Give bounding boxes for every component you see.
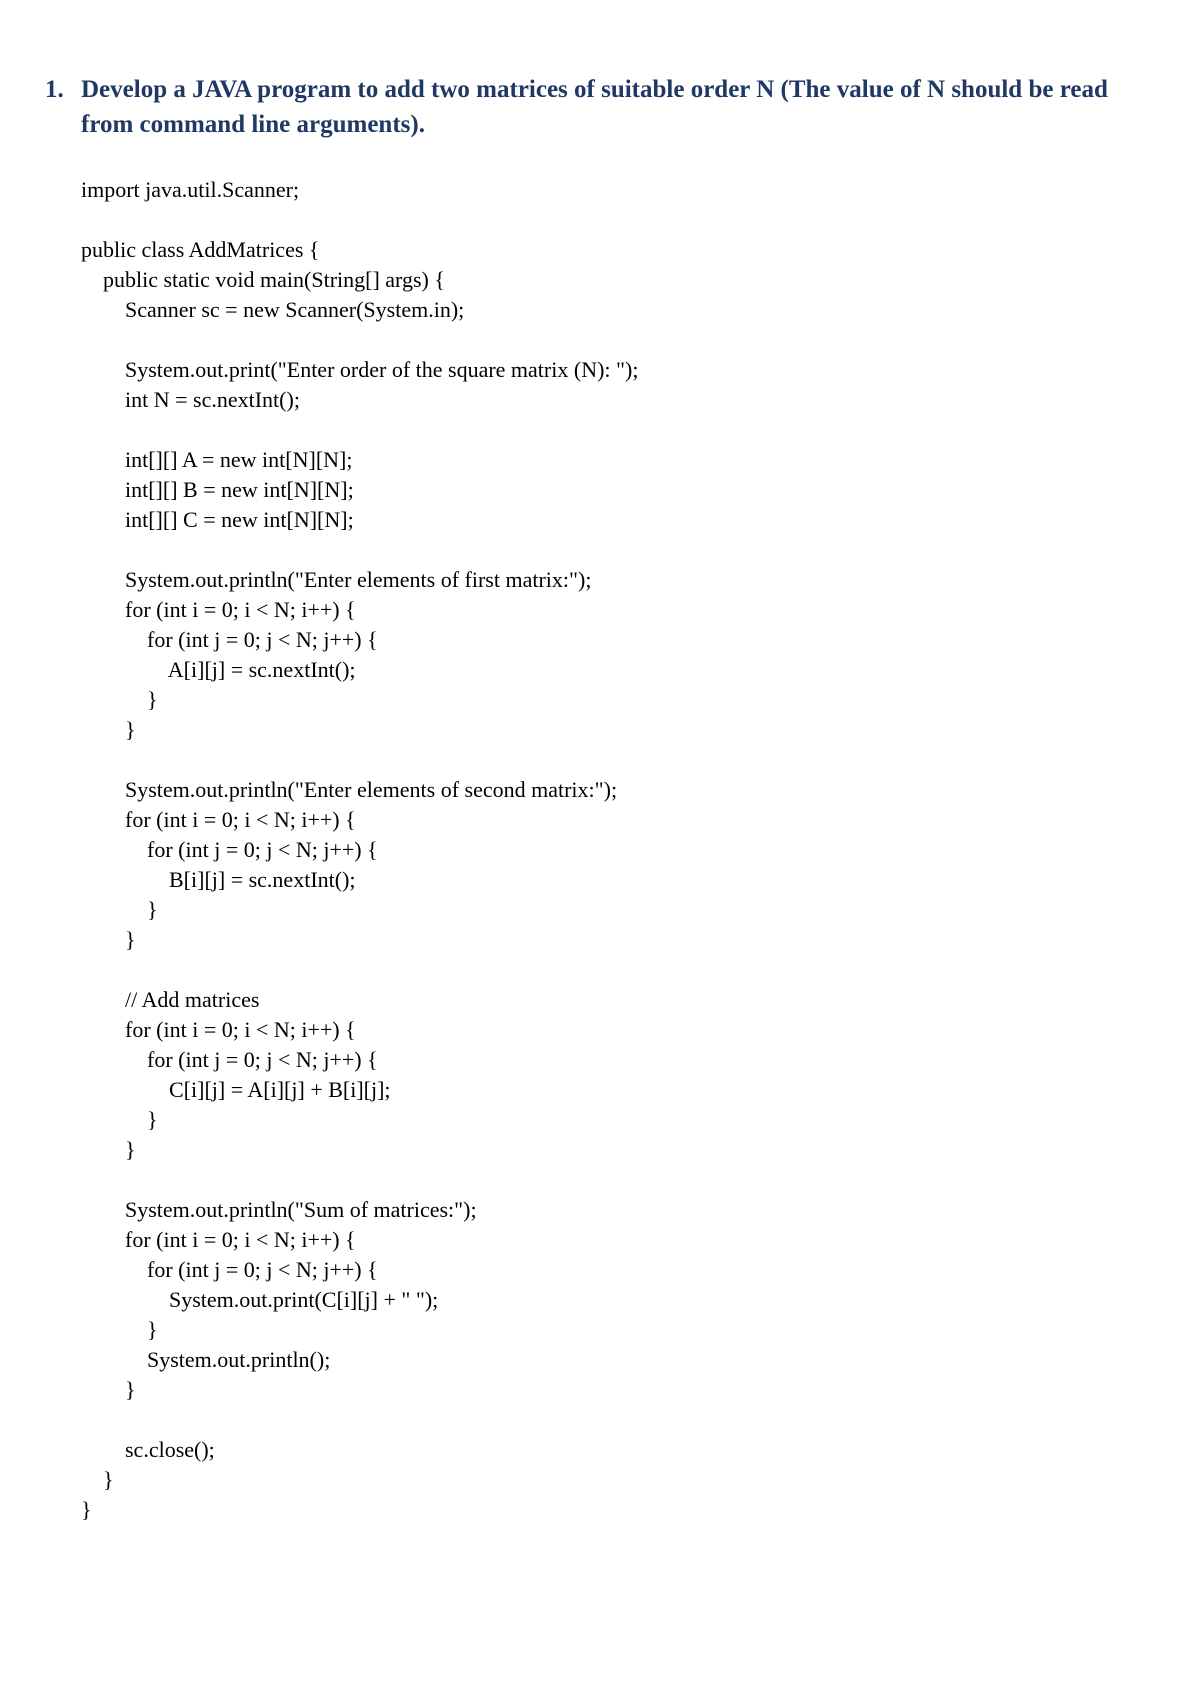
code-line [81, 415, 638, 445]
code-line: public static void main(String[] args) { [81, 267, 445, 292]
question-text: Develop a JAVA program to add two matrices of suitable order N (The value of N should be read from command line arguments). [81, 76, 1108, 138]
question-number: 1. [45, 76, 64, 103]
code-line [81, 535, 638, 565]
code-line: public class AddMatrices { [81, 237, 320, 262]
code-line: } [81, 1377, 136, 1402]
code-line: System.out.println("Sum of matrices:"); [81, 1197, 477, 1222]
code-line: for (int i = 0; i < N; i++) { [81, 597, 356, 622]
code-line: Scanner sc = new Scanner(System.in); [81, 297, 465, 322]
code-line: import java.util.Scanner; [81, 177, 300, 202]
code-line: } [81, 1497, 92, 1522]
code-line: int[][] B = new int[N][N]; [81, 477, 354, 502]
code-line: for (int j = 0; j < N; j++) { [81, 1047, 378, 1072]
code-line [81, 205, 638, 235]
code-line: A[i][j] = sc.nextInt(); [81, 657, 356, 682]
code-line: for (int j = 0; j < N; j++) { [81, 627, 378, 652]
code-line: } [81, 927, 136, 952]
code-line: } [81, 687, 158, 712]
code-line: int[][] A = new int[N][N]; [81, 447, 353, 472]
code-line: for (int i = 0; i < N; i++) { [81, 807, 356, 832]
code-line [81, 955, 638, 985]
question-heading [45, 72, 1145, 142]
code-line: System.out.println(); [81, 1347, 331, 1372]
code-line: System.out.println("Enter elements of first matrix:"); [81, 567, 592, 592]
code-block [81, 175, 638, 1525]
code-line: C[i][j] = A[i][j] + B[i][j]; [81, 1077, 391, 1102]
code-line: } [81, 1467, 114, 1492]
code-line: for (int i = 0; i < N; i++) { [81, 1017, 356, 1042]
code-line: System.out.print("Enter order of the square matrix (N): "); [81, 357, 639, 382]
code-line: } [81, 897, 158, 922]
code-line [81, 1405, 638, 1435]
code-line: System.out.print(C[i][j] + " "); [81, 1287, 439, 1312]
code-line: } [81, 1137, 136, 1162]
code-line: int[][] C = new int[N][N]; [81, 507, 354, 532]
code-line: for (int j = 0; j < N; j++) { [81, 837, 378, 862]
code-line: int N = sc.nextInt(); [81, 387, 300, 412]
code-line: B[i][j] = sc.nextInt(); [81, 867, 356, 892]
code-line: for (int i = 0; i < N; i++) { [81, 1227, 356, 1252]
code-line [81, 745, 638, 775]
code-line: sc.close(); [81, 1437, 215, 1462]
code-line: } [81, 1317, 158, 1342]
code-line [81, 1165, 638, 1195]
code-line: System.out.println("Enter elements of second matrix:"); [81, 777, 618, 802]
code-line: } [81, 717, 136, 742]
code-line: // Add matrices [81, 987, 260, 1012]
code-line [81, 325, 638, 355]
code-line: } [81, 1107, 158, 1132]
code-line: for (int j = 0; j < N; j++) { [81, 1257, 378, 1282]
